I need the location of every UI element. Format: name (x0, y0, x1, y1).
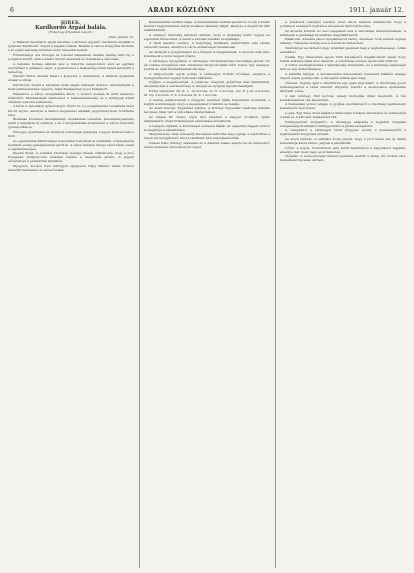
article-paragraph: A vármegye közgyűlése. A vármegye törvényhatósági bizottsága január 18-án rendes közgyűlést tart, amelynek tárgysorozatán több fontos ügy szerepel, köztük az utak fenntartásának kérdése. (144, 58, 270, 71)
paper-title: ARADI KÖZLÖNY (147, 6, 216, 14)
article-paragraph: Kereskedelmi testület bálja. A kereskedelmi testület január hó 21-én a Fehér Kereszt nagytermében tartja szokásos farsangi bálját, amelyre a meghívók már szétküldettek. (144, 20, 270, 33)
article-paragraph: Halálozás. Kraszna János nyugalmazott tanító, életének 72-ik évében tegnap elhunyt. Temetése holnap lesz a belvárosi temetőben. (280, 37, 406, 46)
article-paragraph: Bizalmas köreiben fáradhatatlan munkásnak ismerték. Kezdeményezésére épült a népiskola új szárnya, s az ő buzgalmának köszönhető a városi könyvtár gyarapodása is. (8, 117, 134, 130)
issue-date: 1911. január 12. (349, 7, 404, 14)
article-dateline: Arad, január 12. (108, 35, 134, 40)
article-paragraph: A Mikszat kastélyból egyik kávéhez s hirtelen egyenlő rendkívül meghalt a gyásszal Kardhordó Árpád a hajnali órában. Halálát a városi közgyűlés hirdette s az egész lakosság körében mély részvétet keltett. (8, 40, 134, 53)
page-number: 6 (10, 7, 15, 14)
article-subhead: (Főherceg értesítést kapott.) (48, 30, 94, 35)
masthead (8, 6, 406, 17)
article-paragraph: A hírre a városháza gyászlobogót tűzött ki, s a polgármester rendkívüli ülést hívott egybe, amelyen a tanács kegyeletes emlékét jegyzőkönyvben örökítette meg. (8, 104, 134, 117)
article-paragraph: Özvegye, gyermekei és kiterjedt rokonsága gyászolja. Legyen könnyű neki a föld! (8, 129, 134, 138)
article-paragraph: Hazatérve a város szolgálatába állott, s hosszú éveken át mint tanácsos működött. Munkásságát mindenkor a lelkiismeretesség és a közügyek iránti önzetlen szeretet jellemezte. (8, 91, 134, 104)
article-paragraph: Időjárás. A meteorológiai intézet jelentése szerint a hideg idő tovább tart, helyenként havazás várható. (280, 154, 406, 163)
article-paragraph: Az árverés február hó első napjaiban lesz a városháza tanácstermében. A feltételek a gazdasági hivatalban megtekinthetők. (280, 28, 406, 37)
article-paragraph: Eddig befolytak: Dr. K. L. 10 korona, N. N. 5 korona, özv. F. J.-né 4 korona, M. Gy. 2 korona, T. S. 2 korona, B. A. 1 korona. (144, 88, 270, 97)
article-paragraph: A Szabadság szobor alapja. A gyűjtés eredményéről a bizottság legközelebb beszámolót tesz közzé. (280, 102, 406, 111)
columns (8, 20, 406, 568)
column-3 (275, 20, 406, 568)
article-paragraph: Tűzeset. Tegnap éjjel a Vásártéren egy pajta kigyulladt. A tűzoltóság gyors közbelépésével a tüzet sikerült elfojtani, mielőtt a szomszédos épületekre átterjedt volna. (280, 80, 406, 93)
article-headline: Kardhordó Árpád halála. (35, 25, 107, 32)
article-paragraph: A vizsgálatot a vármegyei tiszti főügyész vezeti, s eredményéről a legközelebbi közgyűlés értesül. (280, 128, 406, 137)
article-paragraph: Csalás. Egy ismeretlen egyén több kereskedőt megkárosított azzal, hogy hamis utalványokkal árut vásárolt. A rendőrség erélyes nyomozást indított. (280, 54, 406, 63)
article-paragraph: A rendező bizottság mindent elkövet, hogy a mulatság méltó legyen az egyesület hírnevéhez. A zenét a katonai zenekar szolgáltatja. (144, 32, 270, 41)
article-paragraph: A kiállítás tárgyai. A kereskedelmi múzeumban rendezett kiállítás anyaga napról napra gyarapodik. A látogatók száma igen nagy. (280, 72, 406, 81)
article-paragraph: Az aradi színház. A színházi iroda jelenti, hogy a jövő héten két új darab bemutatója kerül színre. Jegyek a pénztárnál. (280, 136, 406, 146)
column-2 (139, 20, 270, 568)
article-paragraph: A nemes adakozóknak a nőegylet nevében hálás köszönetet mondunk, s kérjük a közönséget, hogy a szegényeket továbbra se feledje. (144, 97, 270, 106)
article-paragraph: Az egyesületek küldöttségei koszorúkat helyeztek el ravatalán, a kereskedők testülete pedig gyászjelentést adott ki. A város minden rétege részt kíván venni a végtisztességen. (8, 138, 134, 151)
article-paragraph: Menyasszony. Szép ünnepély keretében tartották meg tegnap a népkörben a tagok évi közgyűlését, ahol a tisztikart újra megválasztották. (144, 132, 270, 141)
column-1 (8, 20, 134, 568)
article-paragraph: A temetés holnap délután lesz a minorita templomból, ahol az egyházi szertartást a plébános végzi. A gyászmenet a Szabadság téren halad keresztül a temetőig. (8, 61, 134, 74)
article-paragraph: A belépés díjtalan, a közönséget szívesen látják. Az egyesület tagjait ezúton is meghívja a választmány. (144, 123, 270, 132)
section-label: HÍREK. (60, 20, 82, 25)
article-paragraph: Az aradi Kölcsey Egyesület estélye. A Kölcsey Egyesület vasárnap délután felolvasó ülést tart a városháza dísztermében. (144, 106, 270, 115)
article-paragraph: Nemes Kató úrhölgy szavalata és a dalárda éneke fejezte be az ünnepélyt, amely kedélyes vacsorával ért véget. (144, 141, 270, 150)
article-paragraph: Eljegyzés. Kovács Irén úrhölgyet eljegyezte Nagy Sándor tanár. Ezúton értesítik barátaikat és ismerőseiket. (8, 164, 134, 173)
article-paragraph: Lopás. Egy Szép utcai lakásból ismeretlen tolvajok ékszereket és ruhaneműt loptak el. A károsult feljelentést tett. (280, 110, 406, 119)
article-paragraph: Felfüggesztett szolgabíró. A vármegye alispánja a fegyelmi vizsgálat befejezéséig hivatalától felfüggesztette a járási szolgabírót. (280, 119, 406, 128)
article-paragraph: A tárgysorozat egyik pontja a vármegyei kórház bővítése, amelyre a belügyminiszter segélyt helyezett kilátásba. (144, 71, 270, 80)
article-paragraph: Gyűjtés a szegényeknek. A jótékony nőegylet gyűjtőívei már kiküldettek. Adományokat a szerkesztőség is elfogad és nyugtáz lapunk hasábjain. (144, 80, 270, 89)
article-paragraph: Kisebb hírek. A színházi bizottság tegnapi ülésén elhatározta, hogy a jövő hónapban jótékonycélú előadást rendez a szegények javára. A jegyek elővételben a pénztárnál kaphatók. (8, 151, 134, 164)
article-paragraph: Főméltóságú ura özvegye és rokonai bánatában emléke mindig élni fog a polgárok között, akik a kiváló férfiút szerették és tisztelték a városban. (8, 52, 134, 61)
article-paragraph: A tettes személyleírását a kapitányság közzétette, és a közönség segítségét kéri az ügy felderítésében. (280, 63, 406, 72)
article-paragraph: Vasvári Viktor mester kíséri a koporsót a zenekarral, a dalárda gyászdalt énekel a sírnál. (8, 74, 134, 83)
article-paragraph: A pohárnok vendéglő bérlete. Arad város tanácsa elhatározta, hogy a pohárnok vendéglőt nyilvános árverésen újból bérbe adja. (280, 20, 406, 29)
article-paragraph: Tanítványai és tisztelői nagy számban jelennek meg a végtisztességen. Áldás emlékére! (280, 46, 406, 55)
article-paragraph: Kardhordó Árpád a hatvanas évek elején született Aradon, tanulmányait a helyi gimnáziumban végezte, majd Budapesten jogot hallgatott. (8, 83, 134, 92)
article-paragraph: A tiszti kaszinó estélye. A helyőrség tisztikara csütörtökön este társas vacsorát rendez, amelyre a város előkelőségei hivatalosak. (144, 41, 270, 50)
article-paragraph: Az ülésen Dr. Szabó Lajos tart előadást a magyar irodalom újabb áramlatairól, majd költemények elszavalása következik. (144, 114, 270, 124)
article-paragraph: Lőrinc a fogoly. Csütörtökön este kerül bemutatóra a nagysikerű vígjáték, amelyre már most nagy az érdeklődés. (280, 145, 406, 154)
article-paragraph: A kár mintegy 800 korona, amely biztosítás útján megtérül. A tűz keletkezésének oka ismeretlen. (280, 93, 406, 102)
article-paragraph: Az estélyen a polgármester és a főispán is megjelennek. A vacsora után tánc következik a kora reggeli órákig. (144, 50, 270, 59)
